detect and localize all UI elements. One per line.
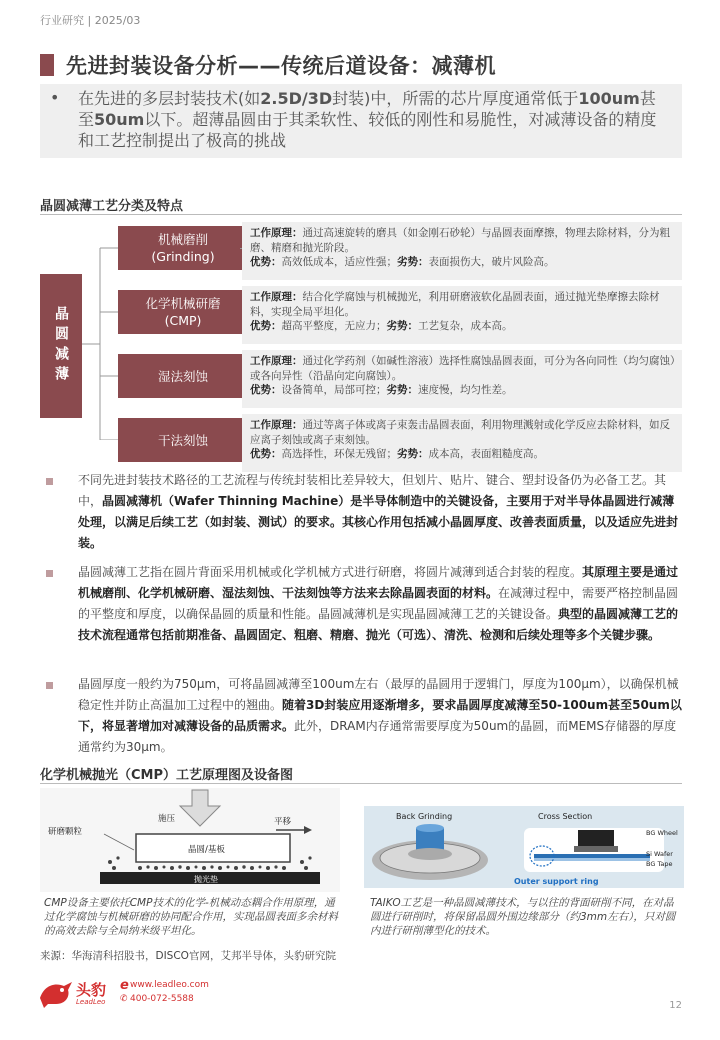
section-divider [40, 783, 682, 784]
label-outer-ring: Outer support ring [514, 877, 599, 886]
section-title-thinning-types: 晶圆减薄工艺分类及特点 [40, 199, 184, 214]
category-dry-etch [118, 418, 248, 462]
category-name: 湿法刻蚀 [157, 368, 208, 384]
report-header: 行业研究 | 2025/03 [40, 14, 141, 27]
paragraph-2: 晶圆减薄工艺指在圆片背面采用机械或化学机械方式进行研磨，将圆片减薄到适合封装的程度。其原理主要是通过机械磨削、化学机械研磨、湿法刻蚀、干法刻蚀等方法来去除晶圆表面的材料。在减薄过程中，需要严格控制晶圆的平整度和厚度，以确保晶圆的质量和性能。晶圆减薄机是实现晶圆减薄工艺的关键设备。典型的晶圆减薄工艺的技术流程通常包括前期准备、晶圆固定、粗磨、精磨、抛光（可选）、清洗、检测和后续处理等多个关键步骤。 [78, 565, 679, 642]
label-wafer: 晶圆/基板 [188, 845, 225, 855]
category-description: 工作原理：通过高速旋转的磨具（如金刚石砂轮）与晶圆表面摩擦，物理去除材料，分为粗磨、精磨和抛光阶段。 优势：高效低成本，适应性强；劣势：表面损伤大，破片风险高。 [242, 222, 682, 280]
intro-text: 在先进的多层封装技术(如2.5D/3D封装)中，所需的芯片厚度通常低于100um甚至50um以下。超薄晶圆由于其柔软性、较低的刚性和易脆性，对减薄设备的精度和工艺控制提出了极高的挑战 [78, 89, 657, 150]
page-title: 先进封装设备分析——传统后道设备：减薄机 [66, 54, 496, 78]
e-icon: e [120, 978, 129, 993]
footer-website[interactable]: www.leadleo.com [130, 980, 209, 990]
label-cross-section: Cross Section [538, 812, 593, 821]
title-accent-bar [40, 54, 54, 76]
category-grinding [118, 226, 248, 270]
phone-icon: ✆ [120, 994, 128, 1004]
brand-en: LeadLeo [76, 998, 106, 1006]
label-si-wafer: Si Wafer [646, 850, 673, 858]
category-name: 机械磨削 [157, 232, 208, 247]
tree-root: 晶圆减薄 [40, 274, 82, 418]
leopard-icon [38, 978, 74, 1008]
paragraph-bullet [46, 570, 53, 577]
paragraph-bullet [46, 682, 53, 689]
label-pressure: 施压 [158, 814, 176, 824]
section-divider [40, 214, 682, 215]
label-pad: 抛光垫 [194, 875, 218, 884]
category-wet-etch [118, 354, 248, 398]
figure-right-caption: TAIKO工艺是一种晶圆减薄技术，与以往的背面研削不同，在对晶圆进行研削时，将保留晶圆外围边缘部分（约3mm左右），只对圆内进行研削薄型化的技术。 [370, 897, 676, 937]
page-number: 12 [669, 1000, 682, 1011]
category-name: 干法刻蚀 [157, 432, 208, 448]
tree-connectors [82, 240, 122, 440]
category-name: 化学机械研磨 [145, 296, 221, 311]
paragraph-1: 不同先进封装技术路径的工艺流程与传统封装相比差异较大，但划片、贴片、键合、塑封设备仍为必备工艺。其中，晶圆减薄机（Wafer Thinning Machine）是半导体制造中的关键设备，主要用于对半导体晶圆进行减薄处理，以满足后续工艺（如封装、测试）的要求。其核心作用包括减小晶圆厚度、改善表面质量，以及适应先进封装。 [78, 473, 679, 550]
category-sub: (CMP) [164, 313, 202, 328]
category-description: 工作原理：通过化学药剂（如碱性溶液）选择性腐蚀晶圆表面，可分为各向同性（均匀腐蚀）或各向异性（沿晶向定向腐蚀）。 优势：设备简单，局部可控；劣势：速度慢，均匀性差。 [242, 350, 682, 408]
label-back-grinding: Back Grinding [396, 812, 453, 821]
category-cmp [118, 290, 248, 334]
source-note: 来源：华海清科招股书，DISCO官网，艾邦半导体，头豹研究院 [40, 950, 336, 962]
footer-phone: 400-072-5588 [130, 994, 194, 1004]
intro-bullet: • [50, 88, 60, 107]
label-slurry: 研磨颗粒 [48, 827, 83, 837]
label-move: 平移 [274, 817, 292, 827]
paragraph-3: 晶圆厚度一般约为750μm，可将晶圆减薄至100um左右（最厚的晶圆用于逻辑门，厚度为100μm），以确保机械稳定性并防止高温加工过程中的翘曲。随着3D封装应用逐渐增多，要求晶圆厚度减薄至50-100um甚至50um以下，将显著增加对减薄设备的品质需求。此外，DRAM内存通常需要厚度为50um的晶圆，而MEMS存储器的厚度通常约为30μm。 [78, 677, 682, 754]
figure-left-caption: CMP设备主要依托CMP技术的化学-机械动态耦合作用原理，通过化学腐蚀与机械研磨的协同配合作用，实现晶圆表面多余材料的高效去除与全局纳米级平坦化。 [44, 897, 338, 937]
footer-logo [38, 978, 208, 1010]
paragraph-bullet [46, 478, 53, 485]
category-description: 工作原理：通过等离子体或离子束轰击晶圆表面，利用物理溅射或化学反应去除材料，如反应离子刻蚀或离子束刻蚀。 优势：高选择性，环保无残留；劣势：成本高，表面粗糙度高。 [242, 414, 682, 472]
taiko-diagram [364, 806, 684, 888]
brand-cn: 头豹 [76, 981, 107, 999]
cmp-schematic [40, 788, 340, 892]
label-bg-tape: BG Tape [646, 860, 673, 868]
category-description: 工作原理：结合化学腐蚀与机械抛光，利用研磨液软化晶圆表面，通过抛光垫摩擦去除材料，实现全局平坦化。 优势：超高平整度，无应力；劣势：工艺复杂，成本高。 [242, 286, 682, 344]
label-bg-wheel: BG Wheel [646, 829, 678, 837]
category-sub: (Grinding) [151, 249, 215, 264]
section-title-cmp: 化学机械抛光（CMP）工艺原理图及设备图 [40, 768, 294, 783]
